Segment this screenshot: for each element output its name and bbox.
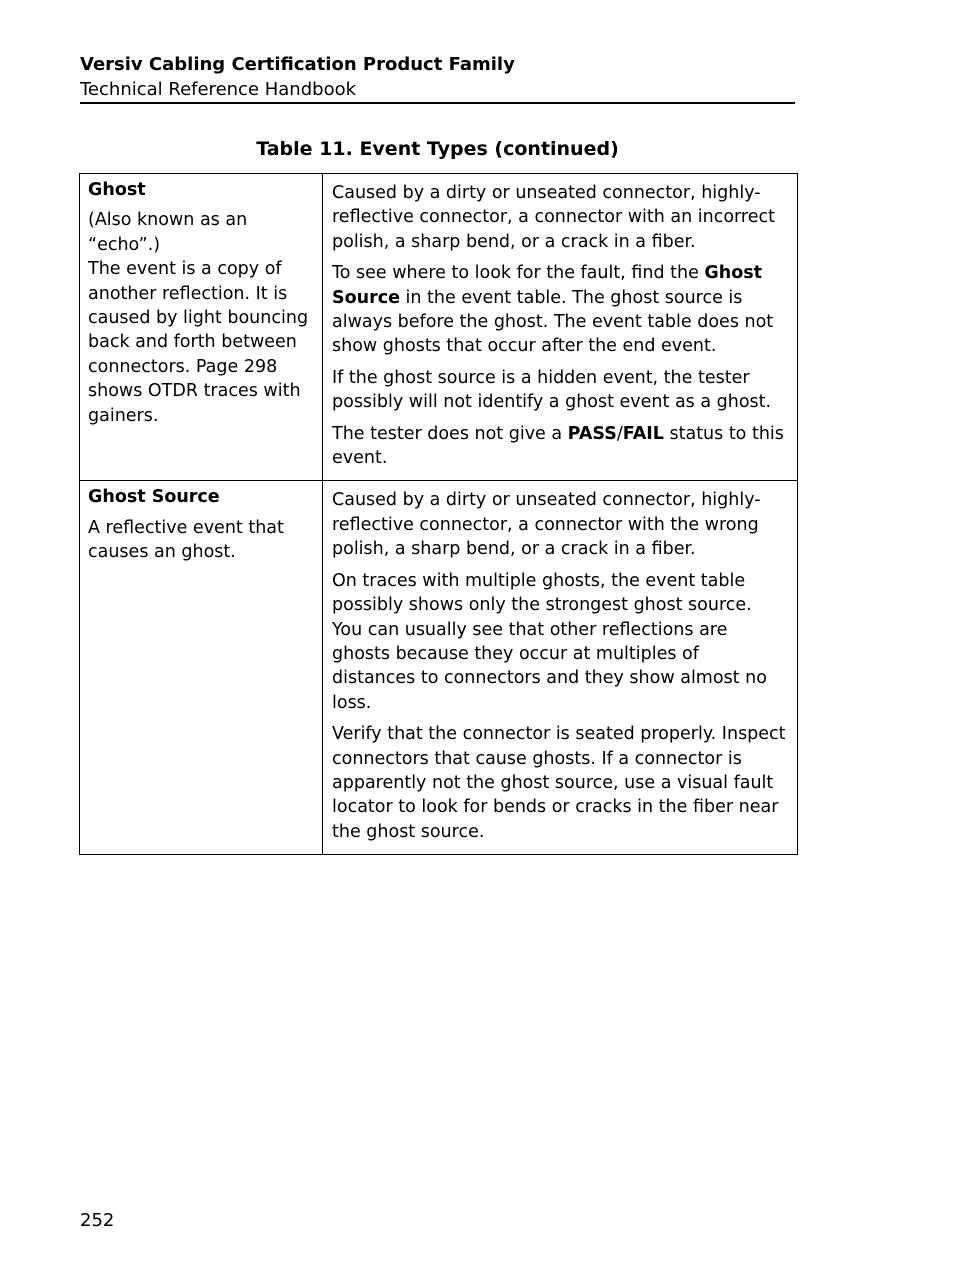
event-types-table <box>79 173 798 855</box>
slash: / <box>616 423 623 444</box>
term-cell <box>80 174 323 481</box>
description-cell <box>323 174 798 481</box>
page-number: 252 <box>80 1210 115 1231</box>
description-paragraph <box>332 422 787 471</box>
fail-label: FAIL <box>622 423 664 444</box>
description-paragraph <box>332 261 787 359</box>
text-run: To see where to look for the fault, find the <box>332 263 705 284</box>
term-cell <box>80 481 323 855</box>
table-row <box>80 481 798 855</box>
table-row <box>80 174 798 481</box>
bold-term: Ghost Source <box>332 263 763 308</box>
page-header <box>80 52 795 104</box>
table-caption: Table 11. Event Types (continued) <box>256 138 619 160</box>
handbook-title: Technical Reference Handbook <box>80 79 357 100</box>
pass-label: PASS <box>567 423 617 444</box>
description-cell <box>323 481 798 855</box>
text-run: The tester does not give a <box>332 423 568 444</box>
text-run: status to this event. <box>332 423 784 469</box>
term-description: The event is a copy of another reflection. It is caused by light bouncing back and forth between connectors. Page 298 shows OTDR traces with gainers. <box>88 259 309 426</box>
description-paragraph: Verify that the connector is seated properly. Inspect connectors that cause ghosts. If a connector is apparently not the ghost source, use a visual fault locator to look for bends or cracks in the fiber near the ghost source. <box>332 724 786 842</box>
term-description: A reflective event that causes an ghost. <box>88 517 284 563</box>
text-run: in the event table. The ghost source is always before the ghost. The event table does not show ghosts that occur after the end event. <box>332 287 774 357</box>
description-paragraph: Caused by a dirty or unseated connector, highly-reflective connector, a connector with an incorrect polish, a sharp bend, or a crack in a fiber. <box>332 183 775 252</box>
term-alias: (Also known as an “echo”.) <box>88 210 248 255</box>
series-title: Versiv Cabling Certification Product Family <box>80 54 515 75</box>
term-name: Ghost Source <box>88 487 220 508</box>
description-paragraph: On traces with multiple ghosts, the event table possibly shows only the strongest ghost source. You can usually see that other reflections are ghosts because they occur at multiples of distances to connectors and they show almost no loss. <box>332 570 767 713</box>
description-paragraph: If the ghost source is a hidden event, the tester possibly will not identify a ghost event as a ghost. <box>332 367 772 413</box>
description-paragraph: Caused by a dirty or unseated connector, highly-reflective connector, a connector with the wrong polish, a sharp bend, or a crack in a fiber. <box>332 490 761 560</box>
term-name: Ghost <box>88 180 146 200</box>
